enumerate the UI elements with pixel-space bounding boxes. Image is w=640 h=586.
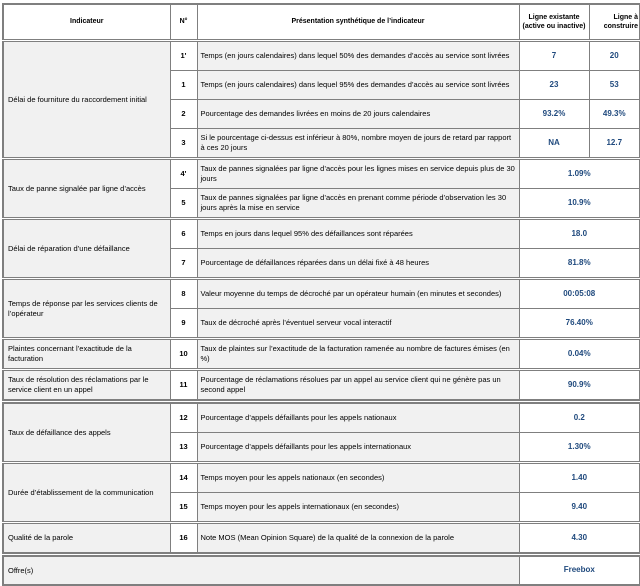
table-row xyxy=(3,463,640,493)
offers-value-cell: Freebox xyxy=(519,555,640,586)
existing-line-value-cell: 93.2% xyxy=(519,100,589,129)
description-cell: Valeur moyenne du temps de décroché par un opérateur humain (en minutes et secondes) xyxy=(197,279,519,309)
merged-value-cell: 1.09% xyxy=(519,159,640,189)
description-cell: Temps moyen pour les appels internationaux (en secondes) xyxy=(197,493,519,523)
row-number-cell: 9 xyxy=(170,309,197,339)
description-cell: Pourcentage de défaillances réparées dans un délai fixé à 48 heures xyxy=(197,249,519,279)
indicator-cell: Taux de panne signalée par ligne d’accès xyxy=(3,159,170,219)
row-number-cell: 8 xyxy=(170,279,197,309)
table-row xyxy=(3,402,640,433)
table-row xyxy=(3,370,640,402)
indicator-cell: Qualité de la parole xyxy=(3,523,170,555)
merged-value-cell: 10.9% xyxy=(519,189,640,219)
offers-label-cell: Offre(s) xyxy=(3,555,519,586)
existing-line-value-cell: 7 xyxy=(519,41,589,71)
indicator-cell: Temps de réponse par les services clients de l’opérateur xyxy=(3,279,170,339)
indicator-cell: Délai de réparation d’une défaillance xyxy=(3,219,170,279)
existing-line-value-cell: NA xyxy=(519,129,589,159)
line-to-build-value-cell: 20 xyxy=(589,41,640,71)
col-header-indicator: Indicateur xyxy=(3,4,170,41)
line-to-build-value-cell: 53 xyxy=(589,71,640,100)
col-header-number: N° xyxy=(170,4,197,41)
row-number-cell: 3 xyxy=(170,129,197,159)
row-number-cell: 11 xyxy=(170,370,197,402)
row-number-cell: 1 xyxy=(170,71,197,100)
row-number-cell: 4' xyxy=(170,159,197,189)
row-number-cell: 2 xyxy=(170,100,197,129)
indicator-cell: Taux de résolution des réclamations par le service client en un appel xyxy=(3,370,170,402)
row-number-cell: 13 xyxy=(170,433,197,463)
description-cell: Pourcentage d’appels défaillants pour les appels internationaux xyxy=(197,433,519,463)
row-number-cell: 1' xyxy=(170,41,197,71)
table-row xyxy=(3,159,640,189)
col-header-existing-line: Ligne existante (active ou inactive) xyxy=(519,4,589,41)
line-to-build-value-cell: 49.3% xyxy=(589,100,640,129)
row-number-cell: 16 xyxy=(170,523,197,555)
merged-value-cell: 0.04% xyxy=(519,339,640,370)
row-number-cell: 15 xyxy=(170,493,197,523)
offers-row xyxy=(3,555,640,586)
merged-value-cell: 90.9% xyxy=(519,370,640,402)
row-number-cell: 5 xyxy=(170,189,197,219)
row-number-cell: 7 xyxy=(170,249,197,279)
row-number-cell: 12 xyxy=(170,402,197,433)
description-cell: Si le pourcentage ci-dessus est inférieur à 80%, nombre moyen de jours de retard par rapport à ces 20 jours xyxy=(197,129,519,159)
merged-value-cell: 76.40% xyxy=(519,309,640,339)
description-cell: Taux de plaintes sur l’exactitude de la facturation ramenée au nombre de factures émises (en %) xyxy=(197,339,519,370)
merged-value-cell: 00:05:08 xyxy=(519,279,640,309)
table-row xyxy=(3,219,640,249)
description-cell: Pourcentage de réclamations résolues par un appel au service client qui ne génère pas un second appel xyxy=(197,370,519,402)
table-row xyxy=(3,279,640,309)
table-row xyxy=(3,339,640,370)
description-cell: Temps moyen pour les appels nationaux (en secondes) xyxy=(197,463,519,493)
merged-value-cell: 1.30% xyxy=(519,433,640,463)
description-cell: Temps (en jours calendaires) dans lequel 95% des demandes d’accès au service sont livrées xyxy=(197,71,519,100)
description-cell: Pourcentage d’appels défaillants pour les appels nationaux xyxy=(197,402,519,433)
merged-value-cell: 4.30 xyxy=(519,523,640,555)
col-header-line-to-build: Ligne à construire xyxy=(589,4,640,41)
description-cell: Taux de pannes signalées par ligne d’accès en prenant comme période d’observation les 30 jours après la mise en service xyxy=(197,189,519,219)
description-cell: Note MOS (Mean Opinion Square) de la qualité de la connexion de la parole xyxy=(197,523,519,555)
description-cell: Temps en jours dans lequel 95% des défaillances sont réparées xyxy=(197,219,519,249)
table-body xyxy=(3,41,640,555)
line-to-build-value-cell: 12.7 xyxy=(589,129,640,159)
header-row xyxy=(3,4,640,41)
description-cell: Pourcentage des demandes livrées en moins de 20 jours calendaires xyxy=(197,100,519,129)
merged-value-cell: 81.8% xyxy=(519,249,640,279)
description-cell: Taux de pannes signalées par ligne d’accès pour les lignes mises en service depuis plus de 30 jours xyxy=(197,159,519,189)
quality-indicators-table xyxy=(2,3,640,586)
row-number-cell: 10 xyxy=(170,339,197,370)
merged-value-cell: 18.0 xyxy=(519,219,640,249)
merged-value-cell: 9.40 xyxy=(519,493,640,523)
merged-value-cell: 1.40 xyxy=(519,463,640,493)
indicator-cell: Taux de défaillance des appels xyxy=(3,402,170,463)
row-number-cell: 6 xyxy=(170,219,197,249)
description-cell: Temps (en jours calendaires) dans lequel 50% des demandes d’accès au service sont livrées xyxy=(197,41,519,71)
existing-line-value-cell: 23 xyxy=(519,71,589,100)
indicator-cell: Durée d’établissement de la communication xyxy=(3,463,170,523)
table-row xyxy=(3,523,640,555)
description-cell: Taux de décroché après l’éventuel serveur vocal interactif xyxy=(197,309,519,339)
table-row xyxy=(3,41,640,71)
indicator-cell: Plaintes concernant l’exactitude de la facturation xyxy=(3,339,170,370)
row-number-cell: 14 xyxy=(170,463,197,493)
indicator-cell: Délai de fourniture du raccordement initial xyxy=(3,41,170,159)
merged-value-cell: 0.2 xyxy=(519,402,640,433)
col-header-description: Présentation synthétique de l’indicateur xyxy=(197,4,519,41)
